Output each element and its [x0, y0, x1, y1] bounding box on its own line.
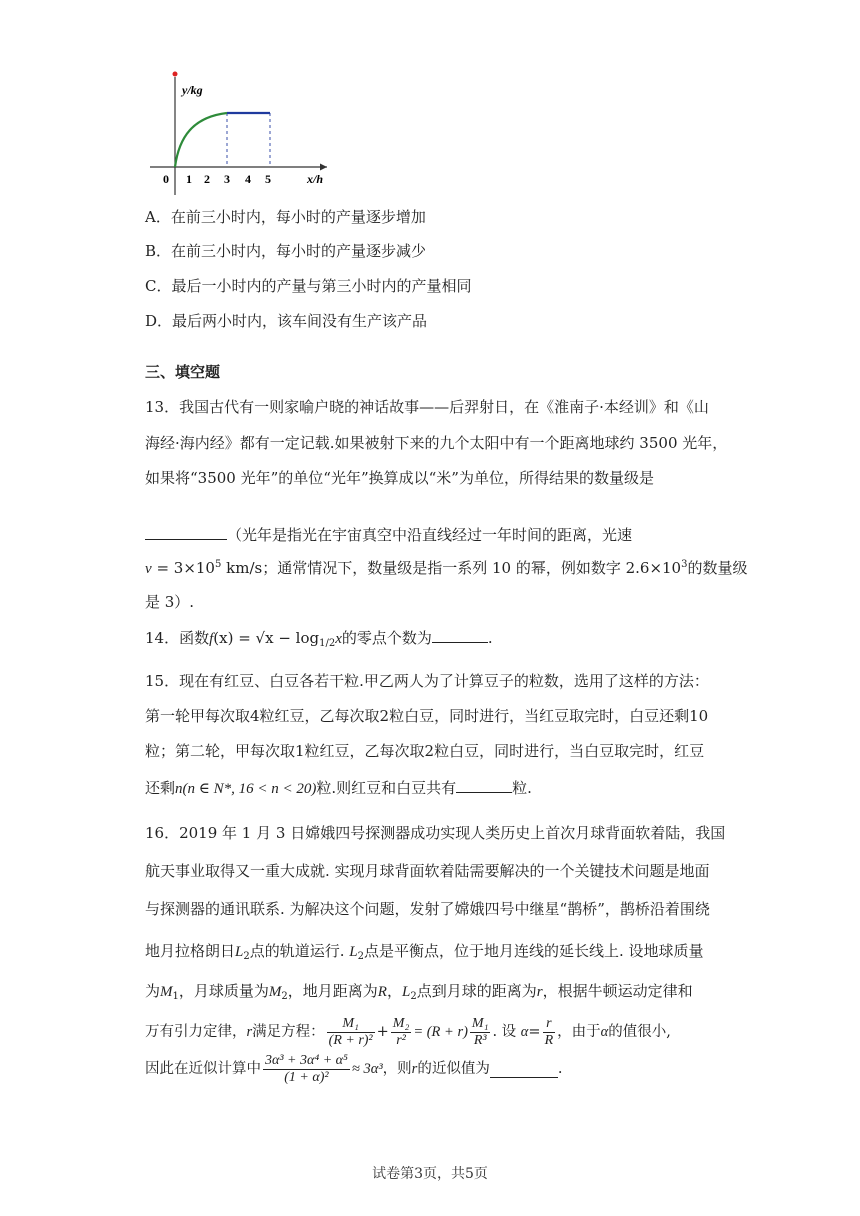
production-graph: [145, 65, 345, 200]
q13-answer-blank[interactable]: [145, 525, 227, 540]
q16-line4: 地月拉格朗日$L_2$点的轨道运行. $L_2$点是平衡点，位于地月连线的延长线上. 设地球质量: [145, 942, 704, 962]
tick-label-4: 4: [245, 172, 251, 186]
origin-label: 0: [163, 172, 169, 186]
q13-line2: 海经·海内经》都有一定记载.如果被射下来的九个太阳中有一个距离地球约 3500 光年，: [145, 434, 728, 452]
fraction-m1-over-rr2: $\frac{\text{M₁}}{\text{(R + r)²}}$: [328, 1015, 373, 1048]
x-axis-label: x/h: [307, 172, 324, 186]
q13-line6: 是 3）.: [145, 593, 195, 611]
q15-line3: 粒；第二轮，甲每次取1粒红豆，乙每次取2粒白豆，同时进行，当白豆取完时，红豆: [145, 742, 705, 760]
fraction-alpha-expression: $\frac{\text{3α³ + 3α⁴ + α⁵}}{\text{(1 + α)²}}$: [265, 1052, 348, 1085]
fraction-r-over-R: $\frac{r}{R}$: [544, 1015, 554, 1048]
q13-line5: $v = 3\times 10^5$ km/s；通常情况下，数量级是指一系列 10 的幂，例如数字 $2.6\times 10^3$的数量级: [145, 559, 748, 577]
q15-answer-blank[interactable]: [456, 778, 512, 793]
fraction-m1-over-r3: $\frac{\text{M₁}}{\text{R³}}$: [471, 1015, 489, 1048]
tick-label-2: 2: [204, 172, 210, 186]
q14-line: 14．函数$f(x) = √x - \log_{1/2}x$的零点个数为 .: [145, 629, 493, 649]
tick-label-1: 1: [186, 172, 192, 186]
q15-line4: 还剩n(n ∈ N*, 16 < n < 20)粒.则红豆和白豆共有 粒.: [145, 779, 532, 797]
tick-label-3: 3: [224, 172, 230, 186]
q16-line7: 因此在近似计算中 $\frac{\text{3α³ + 3α⁴ + α⁵}}{\text{(1 + α)²}}$ ≈ 3α³ ，则 r 的近似值为 .: [145, 1052, 563, 1085]
q13-line4: （光年是指光在宇宙真空中沿直线经过一年时间的距离，光速: [145, 525, 632, 544]
growth-curve: [175, 113, 227, 167]
option-a: A．在前三小时内，每小时的产量逐步增加: [145, 208, 426, 226]
section-heading: 三、填空题: [145, 363, 221, 381]
option-b: B．在前三小时内，每小时的产量逐步减少: [145, 242, 427, 260]
q13-line1: 13．我国古代有一则家喻户晓的神话故事——后羿射日，在《淮南子·本经训》和《山: [145, 398, 709, 416]
q16-line1: 16．2019 年 1 月 3 日嫦娥四号探测器成功实现人类历史上首次月球背面软着陆，我国: [145, 824, 726, 842]
q16-line5: 为$M_1$，月球质量为$M_2$，地月距离为R，$L_2$点到月球的距离为r，根据牛顿运动定律和: [145, 982, 693, 1002]
option-c: C．最后一小时内的产量与第三小时内的产量相同: [145, 277, 472, 295]
q13-line3: 如果将“3500 光年”的单位“光年”换算成以“米”为单位，所得结果的数量级是: [145, 469, 654, 487]
q16-line6: 万有引力定律， r 满足方程： $\frac{\text{M₁}}{\text{(R + r)²}}$ + $\frac{\text{M₂}}{\text{r²}}$ = (R + r) $\frac{\text{M₁}}{\text{R³}}$ . 设 α = $\frac{r}{R}$ ，由于 α 的值很小,: [145, 1015, 671, 1048]
tick-label-5: 5: [265, 172, 271, 186]
fraction-m2-over-r2: $\frac{\text{M₂}}{\text{r²}}$: [392, 1015, 410, 1048]
q14-answer-blank[interactable]: [432, 628, 488, 643]
y-axis-tip: [173, 72, 178, 77]
q15-line2: 第一轮甲每次取4粒红豆，乙每次取2粒白豆，同时进行，当红豆取完时，白豆还剩10: [145, 707, 709, 725]
q16-line3: 与探测器的通讯联系. 为解决这个问题，发射了嫦娥四号中继星“鹊桥”，鹊桥沿着围绕: [145, 900, 710, 918]
page-footer: 试卷第3页，共5页: [372, 1166, 488, 1182]
option-d: D．最后两小时内，该车间没有生产该产品: [145, 312, 428, 330]
y-axis-label: y/kg: [182, 83, 203, 97]
q16-answer-blank[interactable]: [490, 1061, 558, 1078]
q15-line1: 15．现在有红豆、白豆各若干粒.甲乙两人为了计算豆子的粒数，选用了这样的方法：: [145, 672, 709, 690]
q16-line2: 航天事业取得又一重大成就. 实现月球背面软着陆需要解决的一个关键技术问题是地面: [145, 862, 710, 880]
